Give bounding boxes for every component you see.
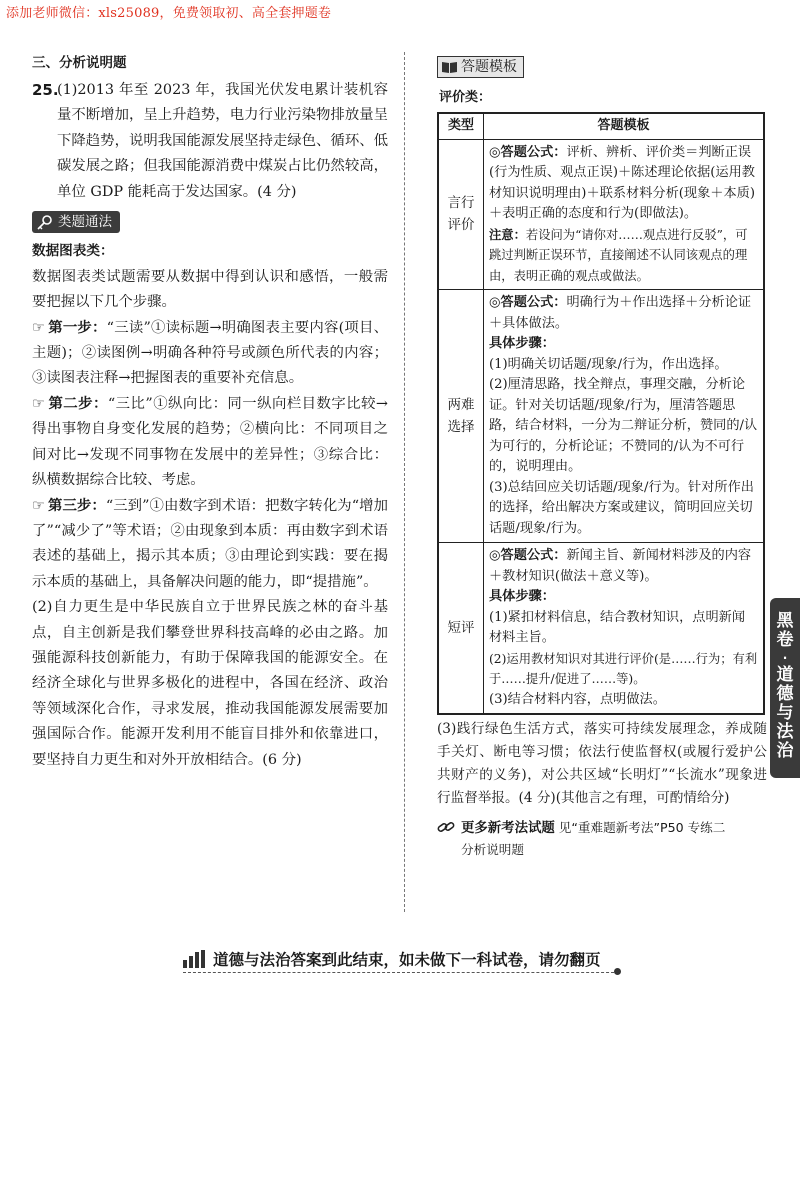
template-cell [484,139,765,290]
step-3-text: “三到”①由数字到术语：把数字转化为“增加了”“减少了”等术语；②由现象到本质：再由数字到术语表述的基础上，揭示其本质；③由理论到实践：要在揭示本质的基础上，具备解决问题的能力，即“提措施”。 [32,497,388,590]
step-2-text: “三比”①纵向比：同一纵向栏目数字比较→得出事物自身变化发展的趋势；②横向比：不同项目之间对比→发现不同事物在发展中的差异性；③综合比：纵横数据综合比较、考虑。 [32,395,388,489]
more-title: 更多新考法试题 [461,821,555,836]
table-row [438,139,764,290]
formula-label: ◎答题公式： [489,144,567,160]
side-tab-char: · [782,651,788,665]
step-item: (1)明确关切话题/现象/行为，作出选择。 [489,356,728,372]
step-3-label: 第三步： [48,497,106,514]
more-sub: 分析说明题 [461,841,524,857]
side-tab-char: 卷 [776,630,794,650]
steps-label: 具体步骤： [489,589,555,604]
pointing-hand-icon: ☞ [32,395,45,412]
side-tab-char: 黑 [776,611,794,631]
question-25 [32,78,388,205]
eval-label: 评价类： [439,89,492,105]
steps-label: 具体步骤： [489,336,555,351]
answer-part-2: (2)自力更生是中华民族自立于世界民族之林的奋斗基点，自主创新是我们攀登世界科技高峰的必由之路。加强能源科技创新能力，有助于保障我国的能源安全。在经济全球化与世界多极化的进程中，各国在经济、政治等领域深化合作，寻求发展，推动我国能源发展需要加强国际合作。能源开发利用不能盲目排外和依靠进口，要坚持自力更生和对外开放相结合。(6 分) [32,599,388,768]
type-cell: 两难选择 [438,290,484,543]
template-tag-label: 答题模板 [461,59,517,75]
table-row [438,290,764,543]
note-text: 若设问为“请你对……观点进行反驳”，可跳过判断正误环节，直接阐述不认同该观点的理由，表明正确的观点或做法。 [489,227,748,283]
side-tab-char: 治 [776,741,794,761]
side-tab [770,598,800,778]
end-notice [183,948,601,970]
pointing-hand-icon: ☞ [32,319,45,336]
answer-part-3: (3)践行绿色生活方式，落实可持续发展理念，养成随手关灯、断电等习惯；依法行使监督权(或履行爱护公共财产的义务)，对公共区域“长明灯”“长流水”现象进行监督举报。(4 分)(其他言之有理，可酌情给分) [437,721,767,806]
question-number: 25. [32,81,59,99]
step-3 [32,494,388,596]
table-header: 类型 [438,113,484,139]
step-1 [32,316,388,392]
link-icon [437,820,455,834]
table-header-row [438,113,764,139]
type-cell: 言行评价 [438,139,484,290]
intro-text: 数据图表类试题需要从数据中得到认识和感悟，一般需要把握以下几个步骤。 [32,268,388,311]
step-item: (2)厘清思路，找全辩点，事理交融，分析论证。针对关切话题/现象/行为，厘清答题思路，结合材料，一分为二辩证分析，赞同的/认为可行的，分析论证；不赞同的/认为不可行的，说明理由。 [489,377,758,474]
step-item: (3)结合材料内容，点明做法。 [489,691,666,707]
step-item: (1)紧扣材料信息，结合教材知识，点明新闻材料主旨。 [489,609,746,645]
step-1-text: “三读”①读标题→明确图表主要内容(项目、主题)；②读图例→明确各种符号或颜色所代表的内容；③读图表注释→把握图表的重要补充信息。 [32,319,388,387]
more-questions-note [437,818,767,860]
watermark-text: 添加老师微信：xls25089，免费领取初、高全套押题卷 [6,6,332,21]
right-column [437,56,767,860]
step-1-label: 第一步： [48,319,107,336]
book-icon [441,60,458,74]
footer-dashed-line [183,972,619,973]
type-cell: 短评 [438,543,484,715]
side-tab-char: 道 [776,665,794,685]
footer-dot [614,968,621,975]
template-table [437,112,765,715]
side-tab-char: 法 [776,722,794,742]
formula-label: ◎答题公式： [489,548,567,563]
step-item: (2)运用教材知识对其进行评价(是……行为；有利于……提升/促进了……等)。 [489,651,758,686]
formula-text: 明确行为＋作出选择＋分析论证＋具体做法。 [489,295,752,331]
step-2 [32,392,388,494]
table-row [438,543,764,715]
formula-text: 评析、辨析、评价类＝判断正误(行为性质、观点正误)＋陈述理论依据(运用教材知识说明理由)＋联系材料分析(现象＋本质)＋表明正确的态度和行为(即做法)。 [489,144,755,221]
pointing-hand-icon: ☞ [32,497,45,514]
answer-part-1: (1)2013 年至 2023 年，我国光伏发电累计装机容量不断增加，呈上升趋势，电力行业污染物排放量呈下降趋势，说明我国能源发展坚持走绿色、循环、低碳发展之路；但我国能源消费中煤炭占比仍然较高，单位 GDP 能耗高于发达国家。(4 分) [57,82,388,200]
note-label: 注意： [489,227,526,242]
step-item: (3)总结回应关切话题/现象/行为。针对所作出的选择，给出解决方案或建议，简明回应关切话题/现象/行为。 [489,479,754,536]
template-tag [437,56,524,78]
left-column [32,52,388,773]
template-cell [484,543,765,715]
end-notice-text: 道德与法治答案到此结束，如未做下一科试卷，请勿翻页 [213,951,601,969]
bars-icon [183,950,205,968]
formula-text: 新闻主旨、新闻材料涉及的内容＋教材知识(做法＋意义等)。 [489,548,752,584]
key-icon [36,214,54,230]
step-2-label: 第二步： [48,395,108,412]
table-header: 答题模板 [484,113,765,139]
subhead: 数据图表类： [32,243,114,260]
column-divider [404,52,405,912]
more-ref: 见“重难题新考法”P50 专练二 [558,820,726,835]
template-cell [484,290,765,543]
formula-label: ◎答题公式： [489,295,567,310]
section-title: 三、分析说明题 [32,55,127,71]
side-tab-char: 德 [776,684,794,704]
side-tab-char: 与 [776,703,794,723]
method-tag [32,211,120,233]
method-tag-label: 类题通法 [58,214,112,231]
